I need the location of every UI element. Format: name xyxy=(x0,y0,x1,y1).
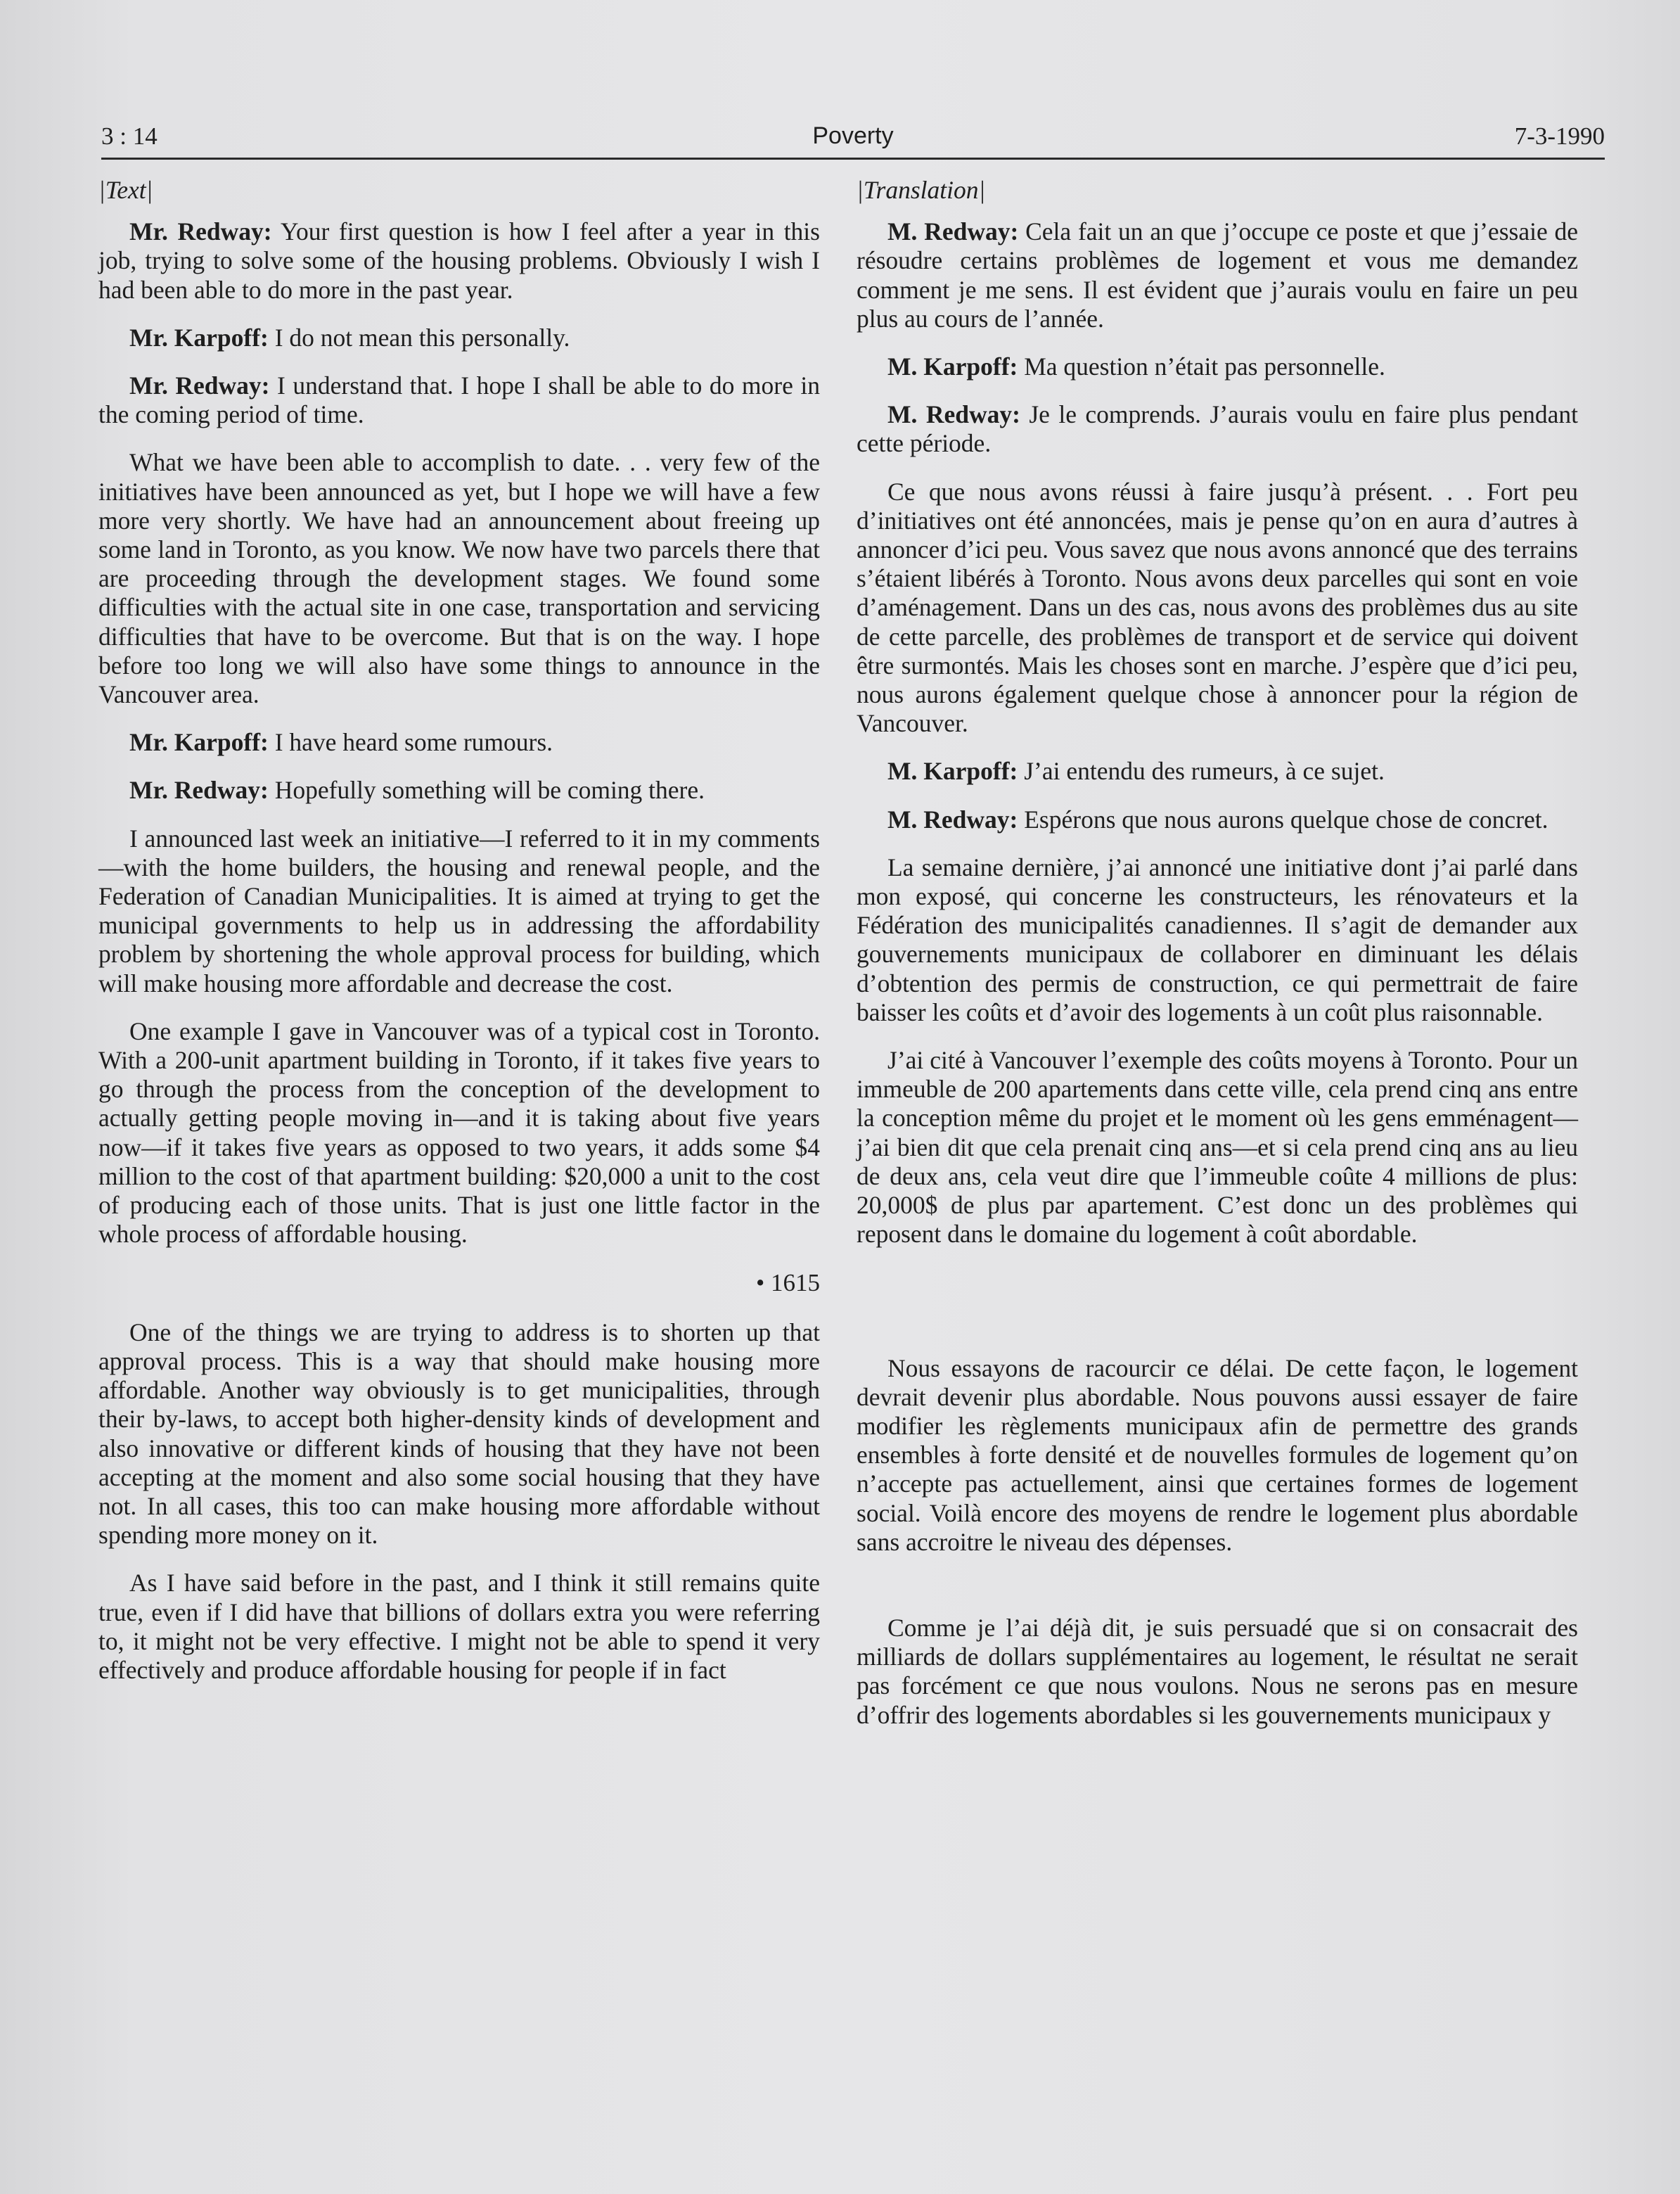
paragraph xyxy=(857,352,1578,381)
paragraph: Comme je l’ai déjà dit, je suis persuadé que si on consacrait des milliards de dollars supplémentaires au logement, le résultat ne serait pas forcément ce que nous voulons. Nous ne serons pas en mesure d’offrir des logements abordables si les gouvernements municipaux y xyxy=(857,1613,1578,1729)
paragraph xyxy=(98,776,820,805)
paragraph xyxy=(857,757,1578,786)
french-column xyxy=(857,176,1578,1749)
column-gap xyxy=(857,1576,1578,1614)
paragraph-text: I do not mean this personally. xyxy=(274,323,570,352)
paragraph: What we have been able to accomplish to date. . . very few of the initiatives have been announced as yet, but I hope we will have a few more very shortly. We have had an announcement about freeing up some land in Toronto, as you know. We now have two parcels there that are proceeding through the development stages. We found some difficulties with the actual site in one case, transportation and servicing difficulties that have to be overcome. But that is on the way. I hope before too long we will also have some things to announce in the Vancouver area. xyxy=(98,448,820,709)
paragraph: La semaine dernière, j’ai annoncé une initiative dont j’ai parlé dans mon exposé, qui concerne les constructeurs, les rénovateurs et la Fédération des municipalités canadiennes. Il s’agit de demander aux gouvernements municipaux de collaborer en diminuant les délais d’obtention des permis de construction, ce qui permettrait de faire baisser les coûts et d’avoir des logements à un coût plus raisonnable. xyxy=(857,853,1578,1026)
paragraph xyxy=(98,371,820,429)
speaker: M. Karpoff: xyxy=(887,352,1018,381)
paragraph-text: Ma question n’était pas personnelle. xyxy=(1024,352,1385,381)
paragraph: J’ai cité à Vancouver l’exemple des coûts moyens à Toronto. Pour un immeuble de 200 apartements dans cette ville, cela prend cinq ans entre la conception même du projet et le moment où les gens emménagent—j’ai bien dit que cela prenait cinq ans—et si cela prend cinq ans au lieu de deux ans, cela veut dire que l’immeuble coûte 4 millions de plus: 20,000$ de plus par apartement. C’est donc un des problèmes qui reposent dans le domaine du logement à coût abordable. xyxy=(857,1046,1578,1249)
paragraph: One example I gave in Vancouver was of a typical cost in Toronto. With a 200-unit apartment building in Toronto, if it takes five years to go through the process from the conception of the development to actually getting people moving in—and it is taking about five years now—if it takes five years as opposed to two years, it adds some $4 million to the cost of that apartment building: $20,000 a unit to the cost of producing each of those units. That is just one little factor in the whole process of affordable housing. xyxy=(98,1016,820,1249)
column-gap xyxy=(857,1268,1578,1354)
paragraph: I announced last week an initiative—I referred to it in my comments—with the home builders, the housing and renewal people, and the Federation of Canadian Municipalities. It is aimed at trying to get the municipal governments to help us in addressing the affordability problem by shortening the whole approval process for building, which will make housing more affordable and decrease the cost. xyxy=(98,824,820,997)
page-header xyxy=(101,120,1605,160)
speaker: M. Karpoff: xyxy=(887,757,1018,786)
header-date: 7-3-1990 xyxy=(1514,122,1605,150)
paragraph-text: Hopefully something will be coming there. xyxy=(274,776,705,805)
speaker: Mr. Karpoff: xyxy=(129,323,269,352)
paragraph xyxy=(857,805,1578,834)
paragraph xyxy=(98,217,820,305)
speaker: Mr. Redway: xyxy=(129,217,272,246)
paragraph-text: Espérons que nous aurons quelque chose de concret. xyxy=(1024,805,1548,834)
paragraph: One of the things we are trying to address is to shorten up that approval process. This is a way that should make housing more affordable. Another way obviously is to get municipalities, through their by-laws, to accept both higher-density kinds of development and also innovative or different kinds of housing that they have not been accepting at the moment and also some social housing that they have not. In all cases, this too can make housing more affordable without spending more money on it. xyxy=(98,1318,820,1550)
speaker: Mr. Redway: xyxy=(129,371,270,400)
column-label: |Translation| xyxy=(857,176,986,204)
speaker: Mr. Redway: xyxy=(129,776,269,805)
speaker: Mr. Karpoff: xyxy=(129,728,269,757)
paragraph-text: Je le comprends. J’aurais voulu en faire plus pendant cette période. xyxy=(857,400,1578,458)
speaker: M. Redway: xyxy=(887,400,1020,429)
paragraph-text: J’ai entendu des rumeurs, à ce sujet. xyxy=(1024,757,1385,786)
english-column xyxy=(98,176,820,1704)
paragraph-text: I have heard some rumours. xyxy=(274,728,553,757)
time-marker: • 1615 xyxy=(755,1268,820,1296)
paragraph xyxy=(98,324,820,352)
paragraph-text: I understand that. I hope I shall be able to do more in the coming period of time. xyxy=(98,371,820,429)
speaker: M. Redway: xyxy=(887,217,1019,246)
paragraph-text: Cela fait un an que j’occupe ce poste et que j’essaie de résoudre certains problèmes de logement et vous me demandez comment je me sens. Il est évident que j’aurais voulu en faire un peu plus au cours de l’année. xyxy=(857,217,1579,333)
paragraph xyxy=(857,400,1578,458)
paragraph-text: Your first question is how I feel after a year in this job, trying to solve some of the housing problems. Obviously I wish I had been able to do more in the past year. xyxy=(98,217,820,304)
page-reference: 3 : 14 xyxy=(101,122,158,150)
paragraph: Ce que nous avons réussi à faire jusqu’à présent. . . Fort peu d’initiatives ont été annoncées, mais je pense qu’on en aura d’autres à annoncer d’ici peu. Vous savez que nous avons annoncé que des terrains s’étaient libérés à Toronto. Nous avons deux parcelles qui sont en voie d’aménagement. Dans un des cas, nous avons des problèmes dus au site de cette parcelle, des problèmes de transport et de service qui doivent être surmontés. Mais les choses sont en marche. J’espère que d’ici peu, nous aurons également quelque chose à annoncer pour la région de Vancouver. xyxy=(857,477,1578,738)
speaker: M. Redway: xyxy=(887,805,1018,834)
column-label: |Text| xyxy=(98,176,153,204)
paragraph: As I have said before in the past, and I think it still remains quite true, even if I did have that billions of dollars extra you were referring to, it might not be very effective. I might not be able to spend it very effectively and produce affordable housing for people if in fact xyxy=(98,1569,820,1684)
running-title: Poverty xyxy=(812,122,894,149)
paragraph xyxy=(857,217,1578,333)
paragraph: Nous essayons de racourcir ce délai. De cette façon, le logement devrait devenir plus abordable. Nous pouvons aussi essayer de faire modifier les règlements municipaux afin de permettre des grands ensembles à forte densité et de nouvelles formules de logement qu’on n’accepte pas actuellement, ainsi que certaines formes de logement social. Voilà encore des moyens de rendre le logement plus abordable sans accroitre le niveau des dépenses. xyxy=(857,1353,1578,1556)
paragraph xyxy=(98,728,820,757)
